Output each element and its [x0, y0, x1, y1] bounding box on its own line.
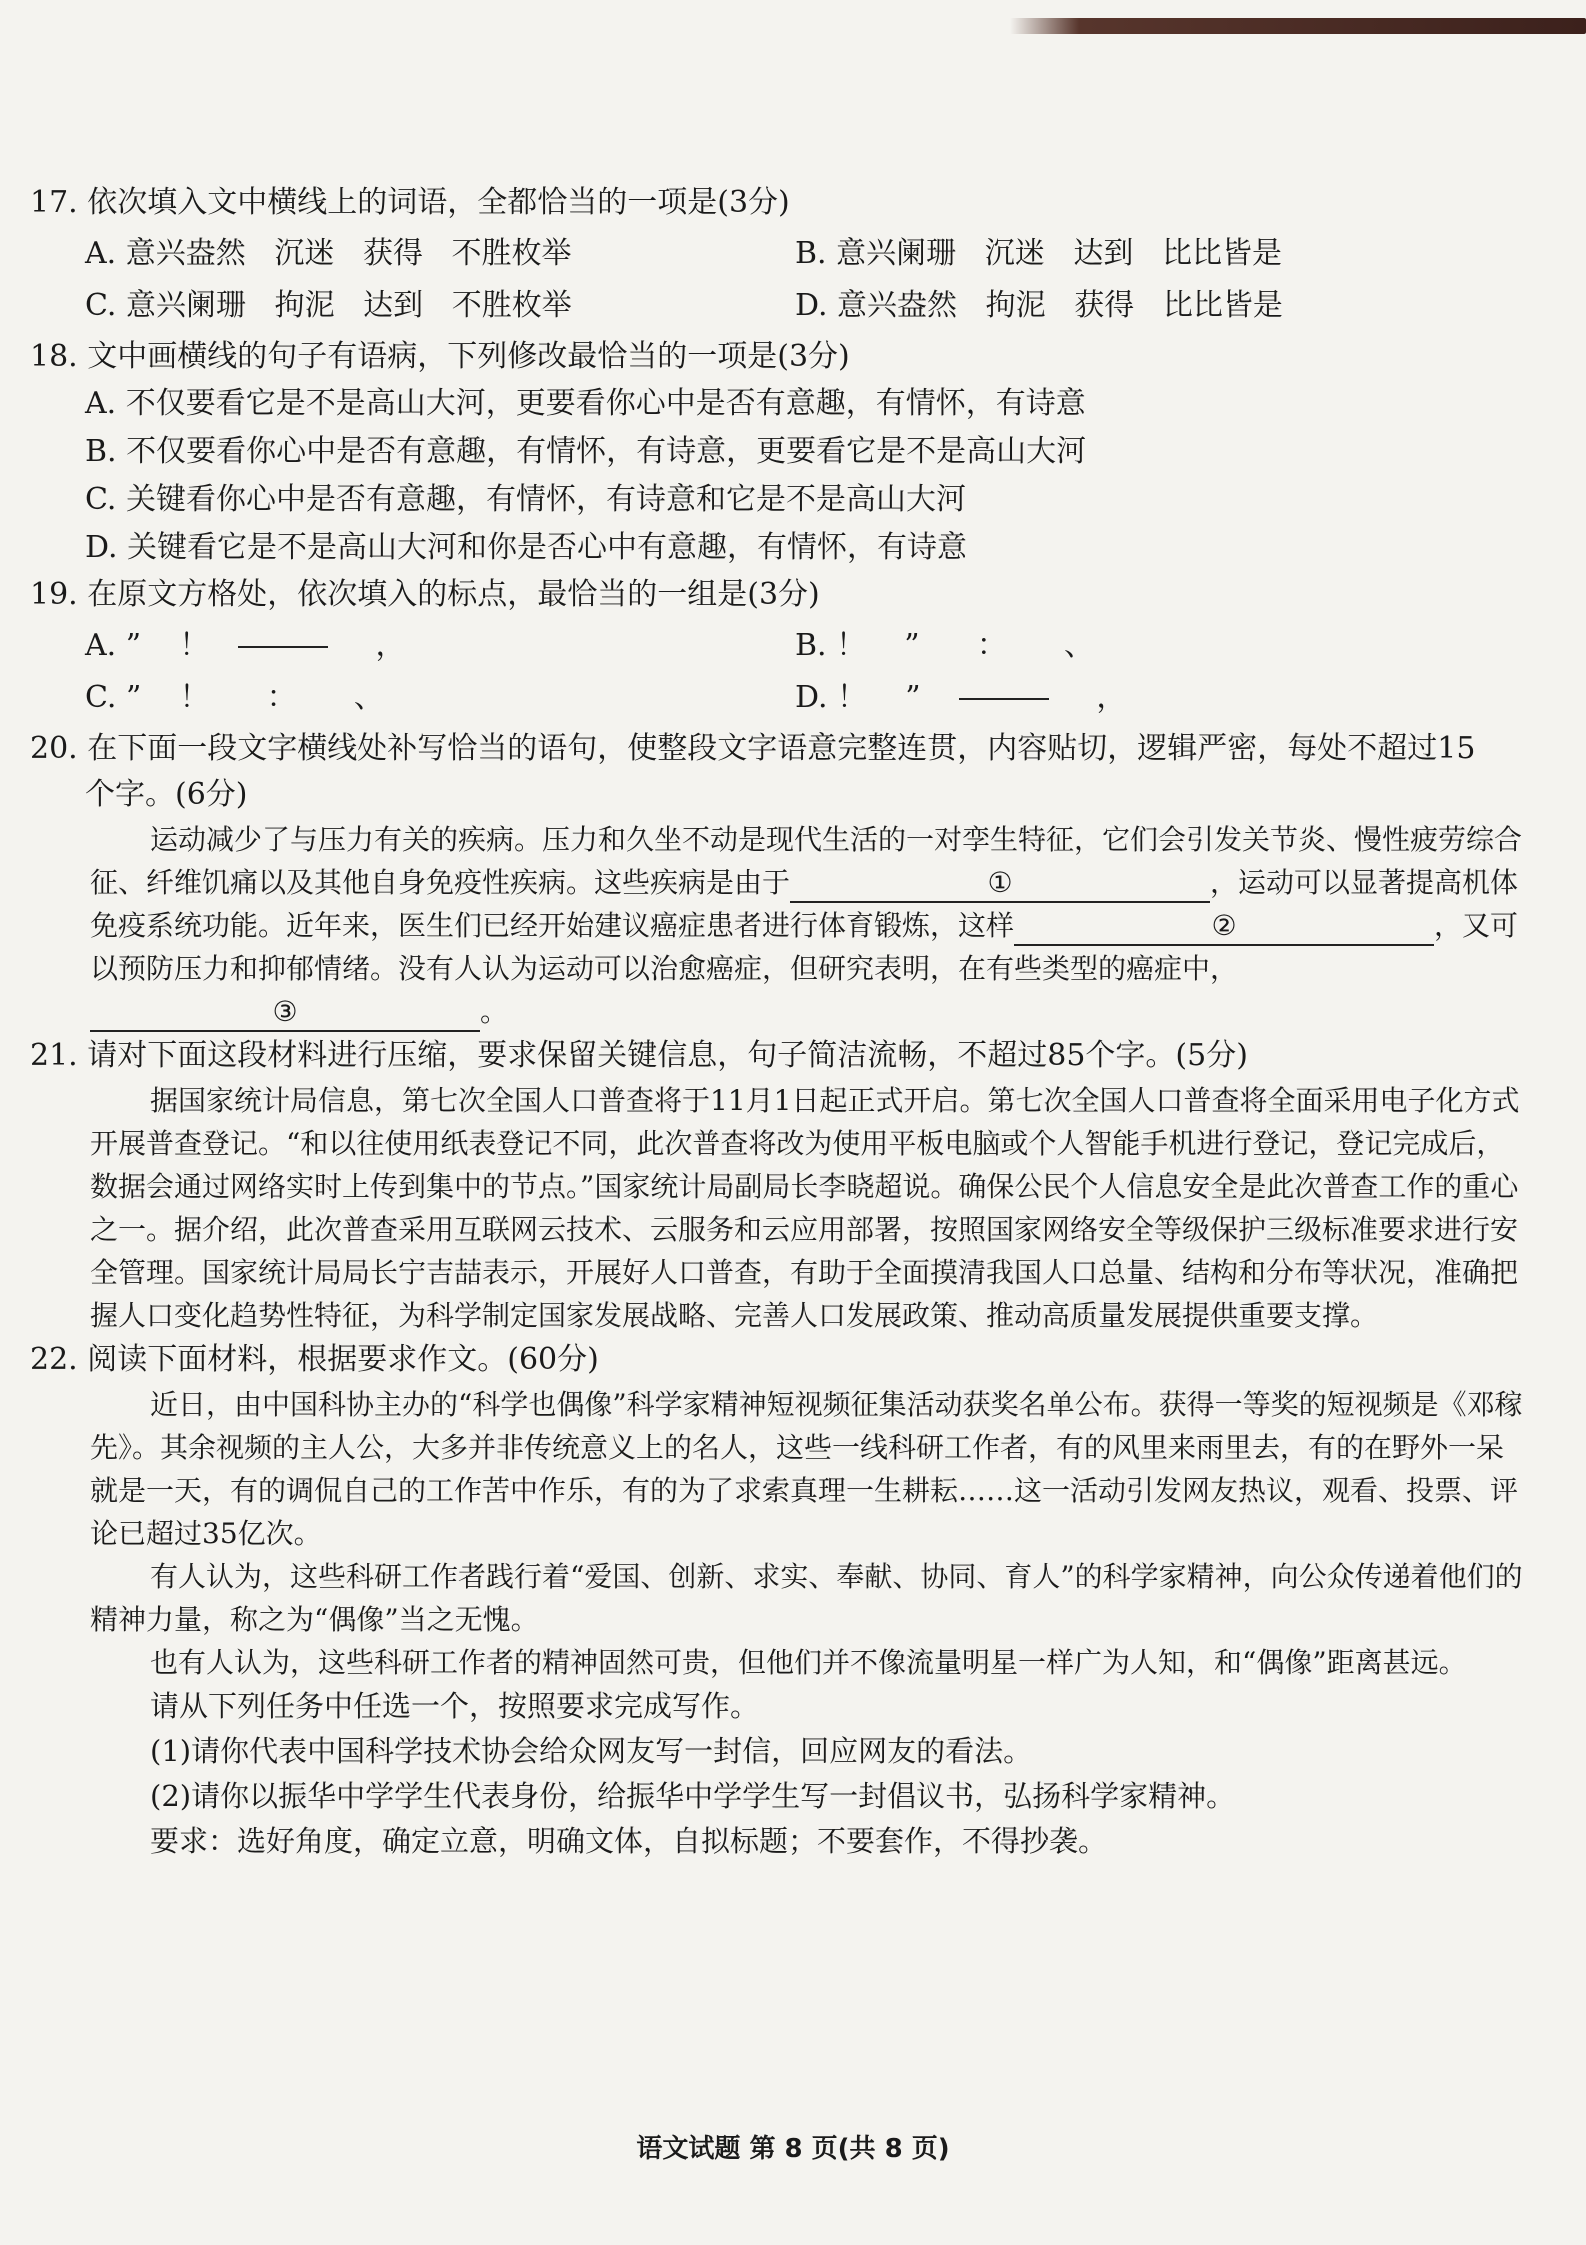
option-17-c: C. 意兴阑珊 拘泥 达到 不胜枚举 — [85, 288, 572, 323]
essay-material-p1: 近日，由中国科协主办的“科学也偶像”科学家精神短视频征集活动获奖名单公布。获得一等奖的短视频是《邓稼先》。其余视频的主人公，大多并非传统意义上的名人，这些一线科研工作者，有的风里来雨里去，有的在野外一呆就是一天，有的调侃自己的工作苦中作乐，有的为了求索真理一生耕耘……这一活动引发网友热议，观看、投票、评论已超过35亿次。 — [90, 1388, 1523, 1550]
question-17 — [30, 180, 1530, 332]
option-18-a: A. 不仅要看它是不是高山大河，更要看你心中是否有意趣，有情怀，有诗意 — [85, 386, 1086, 421]
question-17-stem: 17. 依次填入文中横线上的词语，全都恰当的一项是(3分) — [30, 185, 790, 220]
option-19-d-suffix: ， — [1048, 680, 1127, 715]
question-21-stem: 21. 请对下面这段材料进行压缩，要求保留关键信息，句子简洁流畅，不超过85个字。(5分) — [30, 1038, 1248, 1073]
blank-number: ① — [987, 866, 1013, 899]
question-21-passage: 据国家统计局信息，第七次全国人口普查将于11月1日起正式开启。第七次全国人口普查将全面采用电子化方式开展普查登记。“和以往使用纸表登记不同，此次普查将改为使用平板电脑或个人智能手机进行登记，登记完成后，数据会通过网络实时上传到集中的节点。”国家统计局副局长李晓超说。确保公民个人信息安全是此次普查工作的重心之一。据介绍，此次普查采用互联网云技术、云服务和云应用部署，按照国家网络安全等级保护三级标准要求进行安全管理。国家统计局局长宁吉喆表示，开展好人口普查，有助于全面摸清我国人口总量、结构和分布等状况，准确把握人口变化趋势性特征，为科学制定国家发展战略、完善人口发展政策、推动高质量发展提供重要支撑。 — [90, 1084, 1520, 1332]
option-17-b: B. 意兴阑珊 沉迷 达到 比比皆是 — [795, 236, 1282, 271]
essay-material-p2: 有人认为，这些科研工作者践行着“爱国、创新、求实、奉献、协同、育人”的科学家精神，向公众传递着他们的精神力量，称之为“偶像”当之无愧。 — [90, 1560, 1523, 1636]
question-17-options — [30, 228, 1530, 332]
question-20-passage — [30, 818, 1530, 1033]
blank-number: ② — [1211, 909, 1237, 942]
question-20-stem-line2: 个字。(6分) — [85, 777, 248, 812]
passage-text: ，又可以预防压力和抑郁情绪。没有人认为运动可以治愈癌症，但研究表明，在有些类型的癌症中， — [90, 909, 1519, 985]
option-19-b: B. ！ ” ： 、 — [795, 628, 1095, 663]
question-21 — [30, 1033, 1530, 1337]
essay-requirements: 要求：选好角度，确定立意，明确文体，自拟标题；不要套作，不得抄袭。 — [150, 1824, 1108, 1858]
passage-text: ，运动可以显著提高机体免疫系统功能。近年来，医生们已经开始建议癌症患者进行体育锻炼，这样 — [90, 866, 1519, 942]
scan-edge-mark — [1010, 18, 1586, 34]
option-19-c: C. ” ！ ： 、 — [85, 680, 384, 715]
option-17-a: A. 意兴盎然 沉迷 获得 不胜枚举 — [85, 236, 572, 271]
answer-blank-2[interactable] — [1014, 908, 1434, 946]
option-19-d — [795, 672, 1485, 724]
option-19-a-prefix: A. ” ！ — [85, 628, 210, 663]
option-19-a-suffix: ， — [327, 628, 406, 663]
dash-mark — [959, 698, 1049, 700]
essay-instruction: 请从下列任务中任选一个，按照要求完成写作。 — [150, 1689, 760, 1723]
essay-task-2: (2)请你以振华中学学生代表身份，给振华中学学生写一封倡议书，弘扬科学家精神。 — [150, 1779, 1236, 1813]
question-19-options — [30, 620, 1530, 724]
option-18-b: B. 不仅要看你心中是否有意趣，有情怀，有诗意，更要看它是不是高山大河 — [85, 434, 1087, 469]
question-18-stem: 18. 文中画横线的句子有语病，下列修改最恰当的一项是(3分) — [30, 339, 850, 374]
page-content — [30, 180, 1530, 1864]
essay-material-p3: 也有人认为，这些科研工作者的精神固然可贵，但他们并不像流量明星一样广为人知，和“偶像”距离甚远。 — [150, 1646, 1467, 1679]
essay-task-1: (1)请你代表中国科学技术协会给众网友写一封信，回应网友的看法。 — [150, 1734, 1033, 1768]
option-19-d-prefix: D. ！ ” — [795, 680, 921, 715]
blank-number: ③ — [272, 995, 298, 1028]
question-22 — [30, 1337, 1530, 1864]
question-19 — [30, 572, 1530, 724]
question-20-stem-line1: 20. 在下面一段文字横线处补写恰当的语句，使整段文字语意完整连贯，内容贴切，逻辑严密，每处不超过15 — [30, 731, 1476, 766]
option-19-a — [85, 620, 775, 672]
passage-text: 运动减少了与压力有关的疾病。压力和久坐不动是现代生活的一对孪生特征，它们会引发关节炎、慢性疲劳综合征、纤维饥痛以及其他自身免疫性疾病。这些疾病是由于 — [90, 823, 1523, 899]
passage-text: 。 — [480, 995, 509, 1028]
answer-blank-3[interactable] — [90, 994, 480, 1032]
answer-blank-1[interactable] — [790, 865, 1210, 903]
question-20 — [30, 726, 1530, 1033]
question-19-stem: 19. 在原文方格处，依次填入的标点，最恰当的一组是(3分) — [30, 577, 820, 612]
option-18-c: C. 关键看你心中是否有意趣，有情怀，有诗意和它是不是高山大河 — [85, 482, 966, 517]
question-22-stem: 22. 阅读下面材料，根据要求作文。(60分) — [30, 1342, 599, 1377]
question-18 — [30, 334, 1530, 572]
option-18-d: D. 关键看它是不是高山大河和你是否心中有意趣，有情怀，有诗意 — [85, 530, 968, 565]
dash-mark — [238, 646, 328, 648]
page-footer: 语文试题 第 8 页(共 8 页) — [636, 2134, 950, 2164]
option-17-d: D. 意兴盎然 拘泥 获得 比比皆是 — [795, 288, 1283, 323]
